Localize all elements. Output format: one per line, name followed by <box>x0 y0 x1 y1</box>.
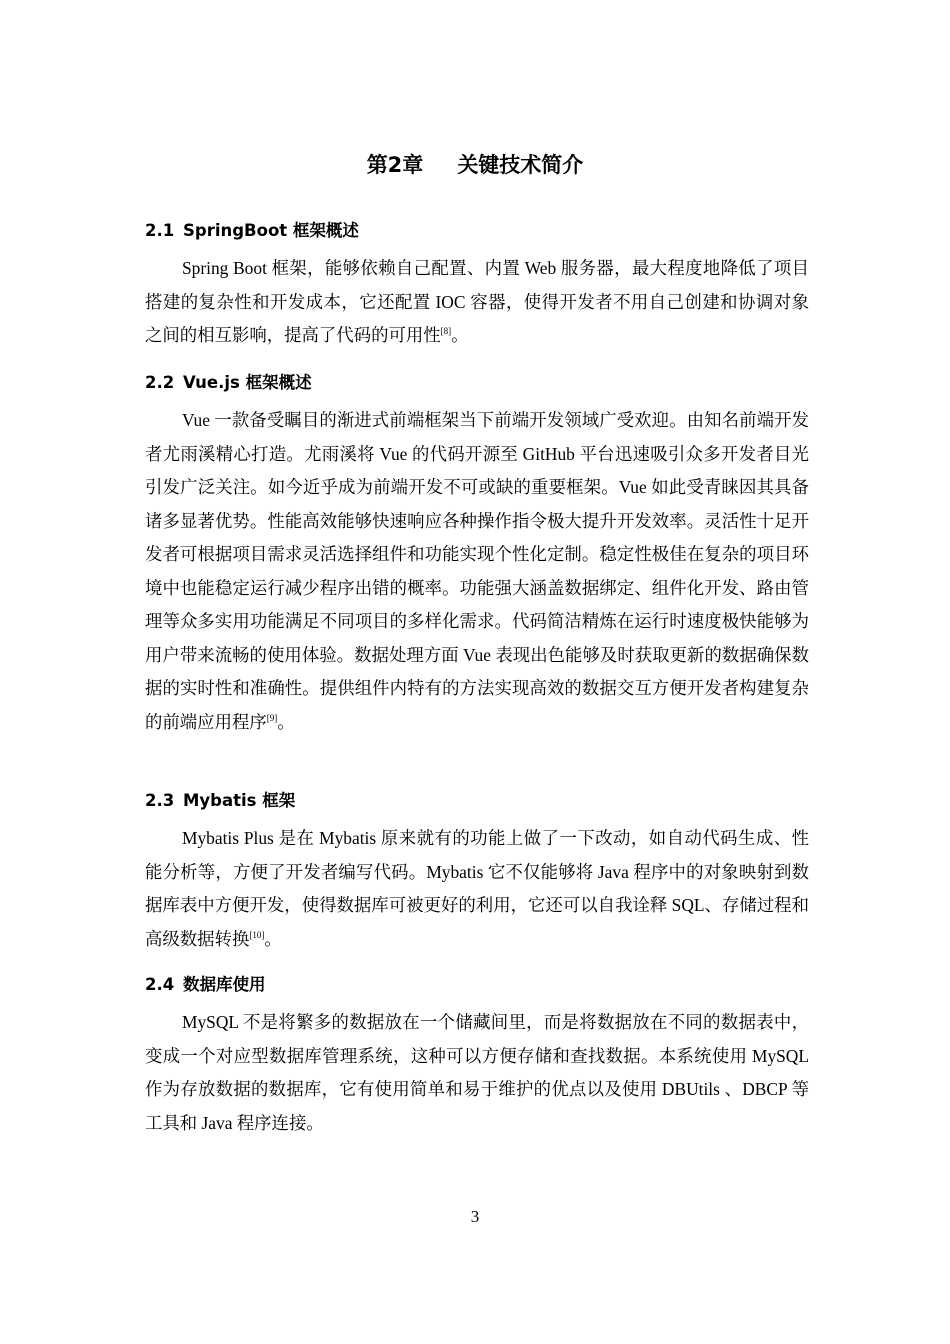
section-heading <box>145 788 809 814</box>
section-number: 2.4 <box>145 975 175 994</box>
section-title: 数据库使用 <box>183 975 266 994</box>
section-paragraph: Mybatis Plus 是在 Mybatis 原来就有的功能上做了一下改动，如自动代码生成、性能分析等，方便了开发者编写代码。Mybatis 它不仅能够将 Java 程序中的对象映射到数据库表中方便开发，使得数据库可被更好的利用，它还可以自我诠释 SQL、存储过程和高级数据转换[10]。 <box>145 828 809 949</box>
section-paragraph: Spring Boot 框架，能够依赖自己配置、内置 Web 服务器，最大程度地降低了项目搭建的复杂性和开发成本，它还配置 IOC 容器，使得开发者不用自己创建和协调对象之间的相互影响，提高了代码的可用性[8]。 <box>145 258 809 345</box>
chapter-title <box>0 148 950 182</box>
section-2-4 <box>145 972 809 1140</box>
section-heading <box>145 370 809 396</box>
section-title: SpringBoot 框架概述 <box>183 221 359 240</box>
section-title: Mybatis 框架 <box>183 791 296 810</box>
section-title: Vue.js 框架概述 <box>183 373 312 392</box>
section-heading <box>145 218 809 244</box>
citation: [10] <box>249 929 265 940</box>
section-paragraph: Vue 一款备受瞩目的渐进式前端框架当下前端开发领域广受欢迎。由知名前端开发者尤雨溪精心打造。尤雨溪将 Vue 的代码开源至 GitHub 平台迅速吸引众多开发者目光引发广泛关注。如今近乎成为前端开发不可或缺的重要框架。Vue 如此受青睐因其具备诸多显著优势。性能高效能够快速响应各种操作指令极大提升开发效率。灵活性十足开发者可根据项目需求灵活选择组件和功能实现个性化定制。稳定性极佳在复杂的项目环境中也能稳定运行减少程序出错的概率。功能强大涵盖数据绑定、组件化开发、路由管理等众多实用功能满足不同项目的多样化需求。代码简洁精炼在运行时速度极快能够为用户带来流畅的使用体验。数据处理方面 Vue 表现出色能够及时获取更新的数据确保数据的实时性和准确性。提供组件内特有的方法实现高效的数据交互方便开发者构建复杂的前端应用程序[9]。 <box>145 410 809 732</box>
section-2-2 <box>145 370 809 739</box>
page-number: 3 <box>470 1207 480 1226</box>
section-2-3 <box>145 788 809 956</box>
section-number: 2.3 <box>145 791 175 810</box>
section-number: 2.1 <box>145 221 175 240</box>
section-paragraph: MySQL 不是将繁多的数据放在一个储藏间里，而是将数据放在不同的数据表中，变成一个对应型数据库管理系统，这种可以方便存储和查找数据。本系统使用 MySQL 作为存放数据的数据库，它有使用简单和易于维护的优点以及使用 DBUtils 、DBCP 等工具和 Java 程序连接。 <box>145 1012 809 1133</box>
chapter-number: 第2章 <box>366 153 424 177</box>
citation: [8] <box>440 326 452 336</box>
citation: [9] <box>266 712 278 723</box>
section-number: 2.2 <box>145 373 175 392</box>
chapter-name: 关键技术简介 <box>457 153 584 177</box>
section-heading <box>145 972 809 998</box>
section-2-1 <box>145 218 809 353</box>
